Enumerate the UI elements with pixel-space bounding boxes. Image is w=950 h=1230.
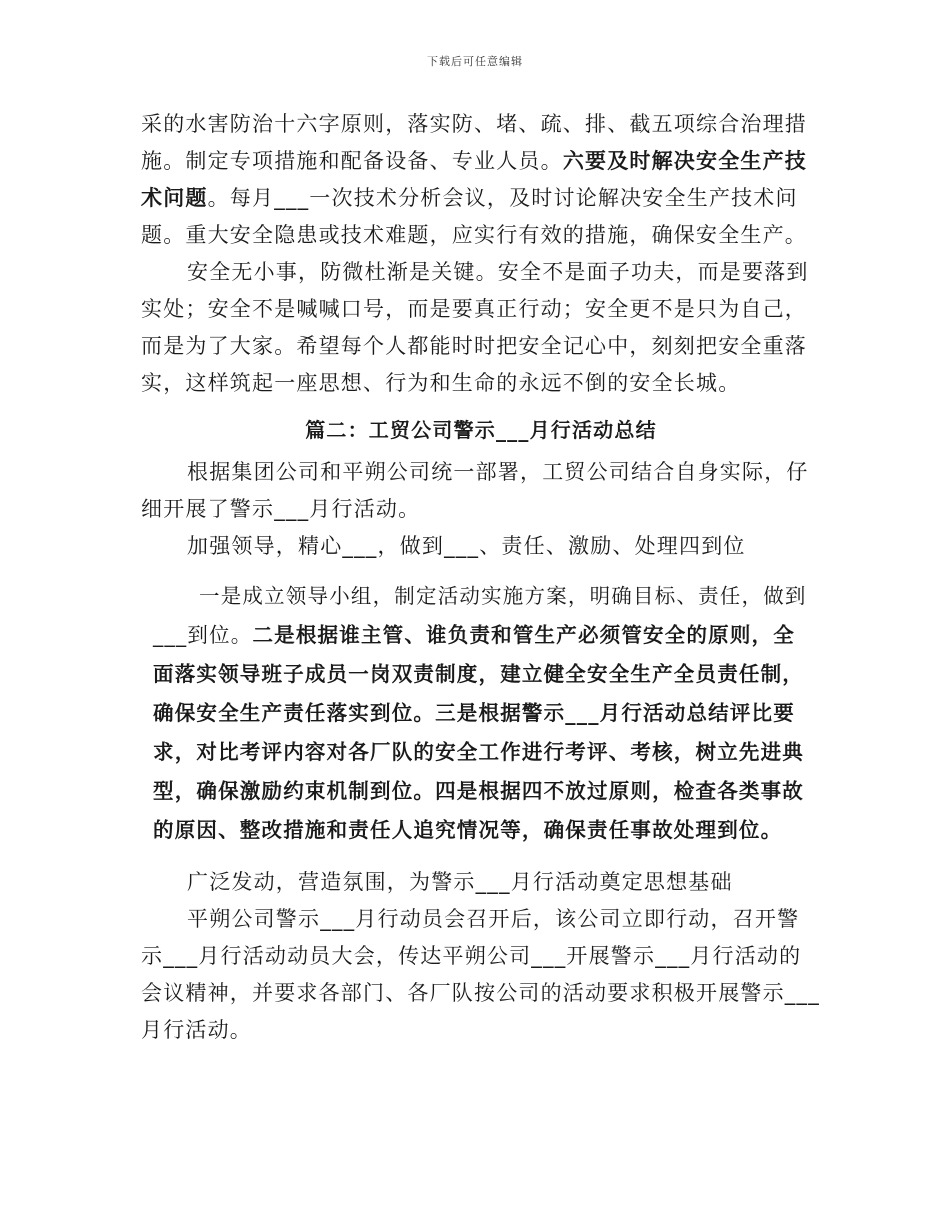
document-body (141, 106, 821, 1049)
paragraph-text: 一是成立领导小组，制定活动实施方案，明确目标、责任，做到___到位。 (153, 584, 807, 647)
paragraph-text: 。每月___一次技术分析会议，及时讨论解决安全生产技术问题。重大安全隐患或技术难题，应实行有效的措施，确保安全生产。 (141, 186, 807, 247)
paragraph-bold-text: 二是根据谁主管、谁负责和管生产必须管安全的原则，全面落实领导班子成员一岗双责制度，建立健全安全生产全员责任制，确保安全生产责任落实到位。三是根据警示___月行活动总结评比要求，对比考评内容对各厂队的安全工作进行考评、考核，树立先进典型，确保激励约束机制到位。四是根据四不放过原则，检查各类事故的原因、整改措施和责任人追究情况等，确保责任事故处理到位。 (153, 623, 804, 842)
paragraph-text: 采的水害防治十六字原则，落实防、堵、疏、排、截五项综合治理措施。制定专项措施和配备设备、专业人员。 (141, 112, 807, 173)
paragraph-subheading-leadership: 加强领导，精心___，做到___、责任、激励、处理四到位 (187, 534, 746, 558)
paragraph-water-safety (141, 106, 821, 254)
section-title: 篇二：工贸公司警示___月行活动总结 (305, 418, 657, 442)
paragraph-bold-text: 六要及时解决安全生产技术问题 (141, 149, 808, 210)
paragraph-leadership-measures (141, 577, 808, 850)
page-header: 下载后可任意编辑 (427, 55, 523, 68)
paragraph-intro: 根据集团公司和平朔公司统一部署，工贸公司结合自身实际，仔细开展了警示___月行活动。 (141, 460, 809, 521)
paragraph-mobilization: 平朔公司警示___月行动员会召开后，该公司立即行动，召开警示___月行活动动员大会，传达平朔公司___开展警示___月行活动的会议精神，并要求各部门、各厂队按公司的活动要求积极开展警示___月行活动。 (141, 907, 820, 1042)
paragraph-subheading-mobilize: 广泛发动，营造氛围，为警示___月行活动奠定思想基础 (187, 870, 733, 894)
paragraph-safety-summary: 安全无小事，防微杜渐是关键。安全不是面子功夫，而是要落到实处；安全不是喊喊口号，而是要真正行动；安全更不是只为自己，而是为了大家。希望每个人都能时时把安全记心中，刻刻把安全重落实，这样筑起一座思想、行为和生命的永远不倒的安全长城。 (141, 260, 809, 395)
